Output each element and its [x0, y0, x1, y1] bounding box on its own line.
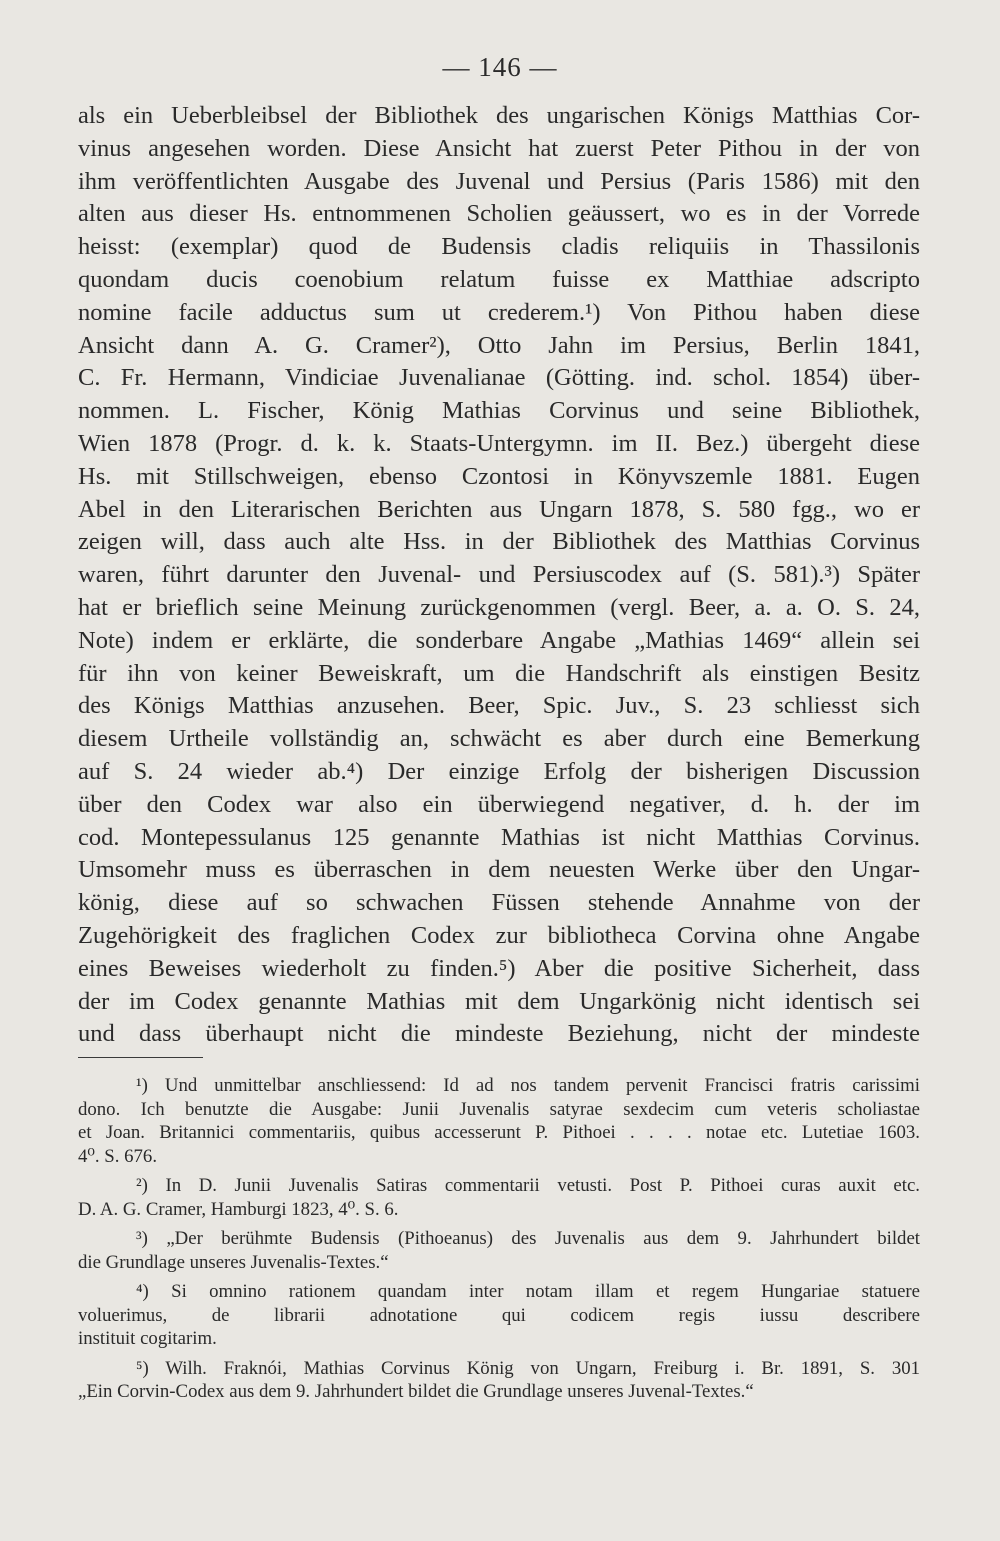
body-line: Ansicht dann A. G. Cramer²), Otto Jahn im Persius, Berlin 1841,: [78, 331, 920, 359]
body-line: nomine facile adductus sum ut crederem.¹) Von Pithou haben diese: [78, 298, 920, 326]
body-line: Wien 1878 (Progr. d. k. k. Staats-Untergymn. im II. Bez.) übergeht diese: [78, 429, 920, 457]
footnote-line: voluerimus, de librarii adnotatione qui codicem regis iussu describere: [78, 1304, 920, 1326]
footnote-line: et Joan. Britannici commentariis, quibus accesserunt P. Pithoei . . . . notae etc. Lutetiae 1603.: [78, 1122, 920, 1143]
body-line: Umsomehr muss es überraschen in dem neuesten Werke über den Ungar-: [78, 856, 920, 884]
footnote-line: ³) „Der berühmte Budensis (Pithoeanus) des Juvenalis aus dem 9. Jahrhundert bildet: [136, 1228, 920, 1249]
body-line: C. Fr. Hermann, Vindiciae Juvenalianae (Götting. ind. schol. 1854) über-: [78, 364, 920, 392]
body-line: waren, führt darunter den Juvenal- und Persiuscodex auf (S. 581).³) Später: [78, 561, 920, 589]
body-line: für ihn von keiner Beweiskraft, um die Handschrift als einstigen Besitz: [78, 659, 920, 687]
body-line: heisst: (exemplar) quod de Budensis cladis reliquiis in Thassilonis: [78, 233, 920, 261]
footnotes: [78, 1074, 920, 1410]
footnote-line: ⁵) Wilh. Fraknói, Mathias Corvinus König von Ungarn, Freiburg i. Br. 1891, S. 301: [136, 1357, 920, 1379]
body-line: Abel in den Literarischen Berichten aus Ungarn 1878, S. 580 fgg., wo er: [78, 495, 920, 523]
body-line: auf S. 24 wieder ab.⁴) Der einzige Erfolg der bisherigen Discussion: [78, 757, 920, 785]
footnote-3: [78, 1227, 920, 1274]
footnote-5: [78, 1357, 920, 1404]
body-line: quondam ducis coenobium relatum fuisse ex Matthiae adscripto: [78, 265, 920, 293]
body-line: Zugehörigkeit des fraglichen Codex zur bibliotheca Corvina ohne Angabe: [78, 921, 920, 949]
body-line: über den Codex war also ein überwiegend negativer, d. h. der im: [78, 790, 920, 818]
footnote-4: [78, 1280, 920, 1351]
body-line: vinus angesehen worden. Diese Ansicht hat zuerst Peter Pithou in der von: [78, 134, 920, 162]
footnote-line: ⁴) Si omnino rationem quandam inter notam illam et regem Hungariae statuere: [136, 1281, 920, 1302]
body-text: [78, 100, 920, 1051]
body-line: des Königs Matthias anzusehen. Beer, Spic. Juv., S. 23 schliesst sich: [78, 692, 920, 720]
body-line: hat er brieflich seine Meinung zurückgenommen (vergl. Beer, a. a. O. S. 24,: [78, 593, 920, 621]
body-line: ihm veröffentlichten Ausgabe des Juvenal und Persius (Paris 1586) mit den: [78, 167, 920, 195]
footnote-line: die Grundlage unseres Juvenalis-Textes.“: [78, 1251, 389, 1273]
body-line: der im Codex genannte Mathias mit dem Ungarkönig nicht identisch sei: [78, 987, 920, 1015]
footnote-line: D. A. G. Cramer, Hamburgi 1823, 4⁰. S. 6.: [78, 1198, 399, 1220]
footnote-line: dono. Ich benutzte die Ausgabe: Junii Juvenalis satyrae sexdecim cum veteris scholiastae: [78, 1098, 920, 1120]
footnote-separator: [78, 1057, 203, 1058]
body-line: Hs. mit Stillschweigen, ebenso Czontosi in Könyvszemle 1881. Eugen: [78, 462, 920, 490]
footnote-line: instituit cogitarim.: [78, 1328, 217, 1349]
body-line: eines Beweises wiederholt zu finden.⁵) Aber die positive Sicherheit, dass: [78, 954, 920, 982]
body-line: als ein Ueberbleibsel der Bibliothek des ungarischen Königs Matthias Cor-: [78, 102, 920, 129]
body-line: nommen. L. Fischer, König Mathias Corvinus und seine Bibliothek,: [78, 397, 920, 425]
footnote-2: [78, 1174, 920, 1221]
footnote-line: ¹) Und unmittelbar anschliessend: Id ad nos tandem pervenit Francisci fratris carissimi: [136, 1075, 920, 1096]
body-line: und dass überhaupt nicht die mindeste Beziehung, nicht der mindeste: [78, 1020, 920, 1048]
page-number: — 146 —: [442, 52, 558, 82]
body-line: zeigen will, dass auch alte Hss. in der Bibliothek des Matthias Corvinus: [78, 528, 920, 556]
footnote-line: 4⁰. S. 676.: [78, 1145, 158, 1167]
body-line: cod. Montepessulanus 125 genannte Mathias ist nicht Matthias Corvinus.: [78, 823, 920, 851]
body-line: Note) indem er erklärte, die sonderbare Angabe „Mathias 1469“ allein sei: [78, 626, 920, 654]
footnote-1: [78, 1074, 920, 1168]
body-line: alten aus dieser Hs. entnommenen Scholien geäussert, wo es in der Vorrede: [78, 200, 920, 228]
body-line: könig, diese auf so schwachen Füssen stehende Annahme von der: [78, 889, 920, 917]
footnote-line: „Ein Corvin-Codex aus dem 9. Jahrhundert bildet die Grundlage unseres Juvenal-Textes.“: [78, 1381, 754, 1402]
footnote-line: ²) In D. Junii Juvenalis Satiras commentarii vetusti. Post P. Pithoei curas auxit etc.: [136, 1175, 920, 1196]
body-line: diesem Urtheile vollständig an, schwächt es aber durch eine Bemerkung: [78, 725, 920, 753]
